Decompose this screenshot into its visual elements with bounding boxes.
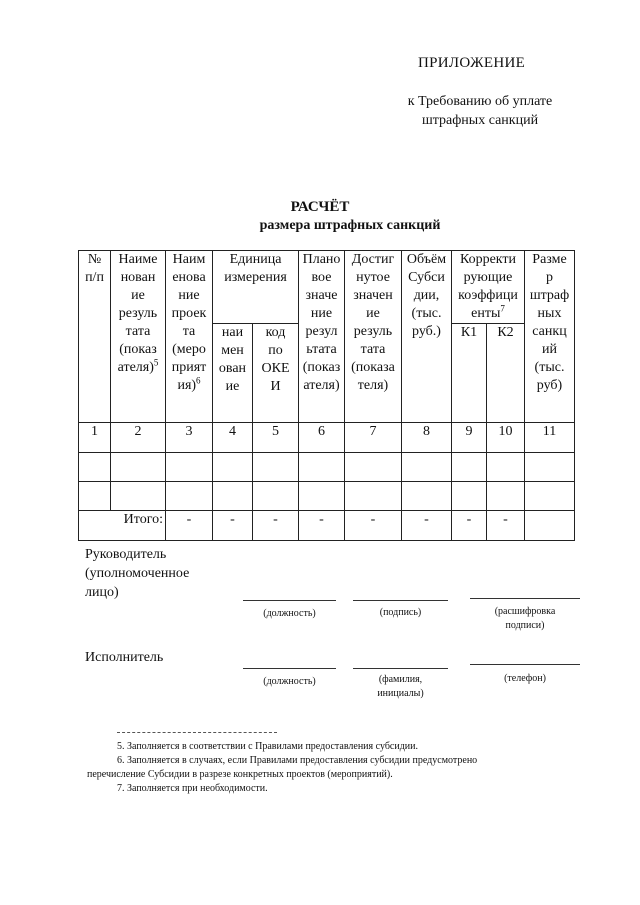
executor-phone-line[interactable] bbox=[470, 664, 580, 665]
empty-cell[interactable] bbox=[111, 482, 166, 511]
footnote-5: 5. Заполняется в соответствии с Правилами предоставления субсидии. bbox=[117, 741, 418, 752]
head-signature-caption: (подпись) bbox=[379, 607, 422, 618]
document-title: РАСЧЁТ bbox=[290, 199, 350, 215]
executor-phone-caption: (телефон) bbox=[504, 673, 546, 684]
column-number-row bbox=[79, 423, 575, 453]
empty-cell[interactable] bbox=[213, 453, 253, 482]
header-penalty: Разме р штраф ных санкц ий (тыс. руб) bbox=[525, 251, 575, 423]
empty-cell[interactable] bbox=[345, 482, 402, 511]
column-number: 4 bbox=[213, 423, 253, 453]
head-label: Руководитель (уполномоченное лицо) bbox=[85, 547, 190, 600]
footnote-ref-7: 7 bbox=[500, 303, 505, 314]
executor-label: Исполнитель bbox=[85, 650, 164, 665]
head-position-caption: (должность) bbox=[263, 608, 316, 619]
head-decoding-line[interactable] bbox=[470, 598, 580, 599]
document-subtitle: размера штрафных санкций bbox=[259, 218, 441, 233]
header-num: № п/п bbox=[79, 251, 111, 423]
empty-cell[interactable] bbox=[253, 482, 299, 511]
header-result-name: Наиме нован ие резуль тата (показ ателя)$^5$ bbox=[111, 251, 166, 423]
empty-cell[interactable] bbox=[402, 482, 452, 511]
appendix-subtitle-line2: штрафных санкций bbox=[421, 113, 539, 128]
total-value: - bbox=[452, 511, 487, 541]
appendix-subtitle-line1: к Требованию об уплате bbox=[407, 94, 553, 109]
total-value: - bbox=[487, 511, 525, 541]
head-decoding-caption: (расшифровка подписи) bbox=[494, 606, 556, 631]
executor-name-line[interactable] bbox=[353, 668, 448, 669]
footnote-6-line2: перечисление Субсидии в разрезе конкретных проектов (мероприятий). bbox=[87, 769, 393, 780]
header-unit-name: наи мен ован ие bbox=[213, 324, 253, 423]
empty-cell[interactable] bbox=[253, 453, 299, 482]
total-value: - bbox=[345, 511, 402, 541]
column-number: 2 bbox=[111, 423, 166, 453]
empty-cell[interactable] bbox=[166, 482, 213, 511]
header-unit-code: код по ОКЕ И bbox=[253, 324, 299, 423]
total-label: Итого: bbox=[79, 511, 166, 541]
empty-cell[interactable] bbox=[79, 482, 111, 511]
footnote-ref-5: 5 bbox=[153, 357, 159, 368]
empty-cell[interactable] bbox=[525, 453, 575, 482]
header-project-name: Наим енова ние проек та (меро прият ия)$^6$ bbox=[166, 251, 213, 423]
empty-cell[interactable] bbox=[166, 453, 213, 482]
total-value-empty bbox=[525, 511, 575, 541]
appendix-subtitle bbox=[380, 92, 580, 130]
column-number: 9 bbox=[452, 423, 487, 453]
appendix-title: ПРИЛОЖЕНИЕ bbox=[418, 55, 526, 71]
header-unit: Единица измерения bbox=[213, 251, 299, 324]
empty-cell[interactable] bbox=[299, 482, 345, 511]
penalty-calculation-table bbox=[78, 250, 575, 541]
header-subsidy: Объём Субси дии, (тыс. руб.) bbox=[402, 251, 452, 423]
empty-cell[interactable] bbox=[487, 482, 525, 511]
header-k2: К2 bbox=[487, 324, 525, 423]
executor-position-caption: (должность) bbox=[263, 676, 316, 687]
empty-cell[interactable] bbox=[525, 482, 575, 511]
total-value: - bbox=[253, 511, 299, 541]
header-achieved: Достиг нутое значен ие резуль тата (показа теля) bbox=[345, 251, 402, 423]
header-planned: Плано вое значе ние резул ьтата (показ ателя) bbox=[299, 251, 345, 423]
column-number: 3 bbox=[166, 423, 213, 453]
empty-cell[interactable] bbox=[213, 482, 253, 511]
column-number: 10 bbox=[487, 423, 525, 453]
table-row bbox=[79, 453, 575, 482]
header-coefficients: Корректи рующие коэффици енты$^7$ bbox=[452, 251, 525, 324]
column-number: 7 bbox=[345, 423, 402, 453]
executor-name-caption: (фамилия, инициалы) bbox=[377, 674, 424, 699]
empty-cell[interactable] bbox=[79, 453, 111, 482]
column-number: 1 bbox=[79, 423, 111, 453]
column-number: 11 bbox=[525, 423, 575, 453]
empty-cell[interactable] bbox=[487, 453, 525, 482]
header-k1: К1 bbox=[452, 324, 487, 423]
column-number: 8 bbox=[402, 423, 452, 453]
footnote-6-line1: 6. Заполняется в случаях, если Правилами предоставления субсидии предусмотрено bbox=[117, 755, 478, 766]
footnote-ref-6: 6 bbox=[196, 375, 201, 386]
empty-cell[interactable] bbox=[402, 453, 452, 482]
empty-cell[interactable] bbox=[452, 453, 487, 482]
executor-position-line[interactable] bbox=[243, 668, 336, 669]
column-number: 5 bbox=[253, 423, 299, 453]
empty-cell[interactable] bbox=[299, 453, 345, 482]
total-value: - bbox=[213, 511, 253, 541]
footnote-separator bbox=[117, 732, 277, 733]
empty-cell[interactable] bbox=[111, 453, 166, 482]
empty-cell[interactable] bbox=[452, 482, 487, 511]
total-value: - bbox=[402, 511, 452, 541]
head-position-line[interactable] bbox=[243, 600, 336, 601]
total-row bbox=[79, 511, 575, 541]
head-signature-line[interactable] bbox=[353, 600, 448, 601]
footnote-7: 7. Заполняется при необходимости. bbox=[117, 783, 268, 794]
empty-cell[interactable] bbox=[345, 453, 402, 482]
table-row bbox=[79, 482, 575, 511]
total-value: - bbox=[299, 511, 345, 541]
column-number: 6 bbox=[299, 423, 345, 453]
total-value: - bbox=[166, 511, 213, 541]
